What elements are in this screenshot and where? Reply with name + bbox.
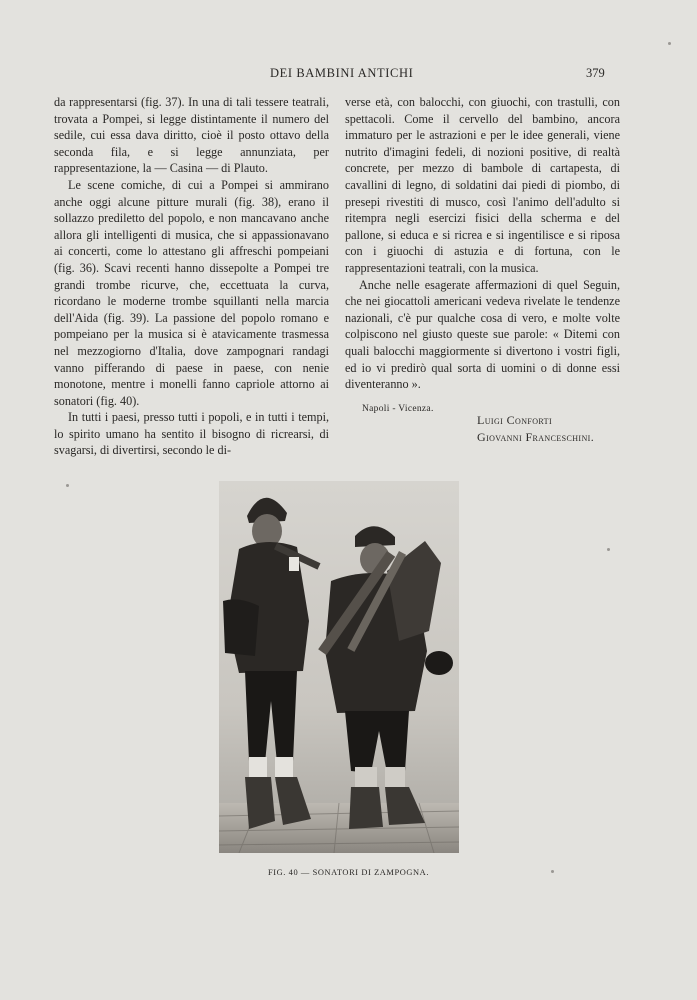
author-name: Luigi Conforti bbox=[477, 413, 553, 427]
running-head bbox=[0, 66, 697, 84]
paper-speck bbox=[668, 42, 671, 45]
author-name: Giovanni Franceschini. bbox=[477, 430, 595, 444]
paragraph: da rappresentarsi (fig. 37). In una di tali tessere teatrali, trovata a Pompei, si legge distintamente il numero del sedile, cui essa dava diritto, cioè il posto ottavo della seconda fila, e si legge annunziata, per rappresentazione, la — Casina — di Plauto. bbox=[54, 95, 329, 176]
paragraph: verse età, con balocchi, con giuochi, con trastulli, con spettacoli. Come il cervello del bambino, ancora immaturo per le astrazioni e per le idee generali, viene nutrito d'imagini fedeli, di nozioni positive, di realtà concrete, per mezzo di bambole di cartapesta, di cavallini di legno, di soldatini dai piedi di piombo, di presepi rivestiti di musco, così l'animo dell'adulto si ritempra negli esercizi fisici della scherma e del pallone, si educa e si ricrea e si ingentilisce e si riposa con i giuochi di astuzia e di fortuna, con le rappresentazioni teatrali, con la musica. bbox=[345, 95, 620, 275]
paper-speck bbox=[551, 870, 554, 873]
running-title: DEI BAMBINI ANTICHI bbox=[270, 66, 414, 80]
paragraph: Le scene comiche, di cui a Pompei si ammirano anche oggi alcune pitture murali (fig. 38), erano il sollazzo prediletto del popolo, e non mancavano anche allora gli intelligenti di musica, che si appassionavano ai concerti, come lo attestano gli affreschi pompeiani (fig. 36). Scavi recenti hanno dissepolte a Pompei tre grandi trombe ricurve, che, eccettuata la curva, ricordano le moderne trombe squillanti nella marcia dell'Aida (fig. 39). La passione del popolo romano e pompeiano per la musica si è atavicamente trasmessa nel mezzogiorno d'Italia, dove zampognari randagi vanno pifferando di paese in paese, con nenie monotone, mentre i monelli fanno capriole attorno ai sonatori (fig. 40). bbox=[54, 177, 329, 408]
figure-caption: FIG. 40 — SONATORI DI ZAMPOGNA. bbox=[267, 868, 430, 877]
left-column bbox=[54, 94, 329, 459]
figure-photograph bbox=[219, 481, 459, 853]
place-line: Napoli - Vicenza. bbox=[362, 404, 434, 414]
right-column bbox=[345, 94, 620, 393]
author-signature bbox=[477, 412, 594, 446]
paper-speck bbox=[607, 548, 610, 551]
paragraph: Anche nelle esagerate affermazioni di quel Seguin, che nei giocattoli americani vedeva rivelate le tendenze nazionali, c'è pur qualche cosa di vero, e molte volte colpiscono nel giusto queste sue parole: « Ditemi con quali balocchi maggiormente si divertono i vostri figli, ed io vi predirò qual sorta di uomini o di donne essi diventeranno ». bbox=[345, 277, 620, 392]
page-number: 379 bbox=[586, 66, 605, 80]
paragraph: In tutti i paesi, presso tutti i popoli, e in tutti i tempi, lo spirito umano ha sentito il bisogno di ricrearsi, di svagarsi, di divertirsi, secondo le di- bbox=[54, 410, 329, 458]
paper-speck bbox=[66, 484, 69, 487]
bagpipe-players-photo bbox=[219, 481, 459, 853]
